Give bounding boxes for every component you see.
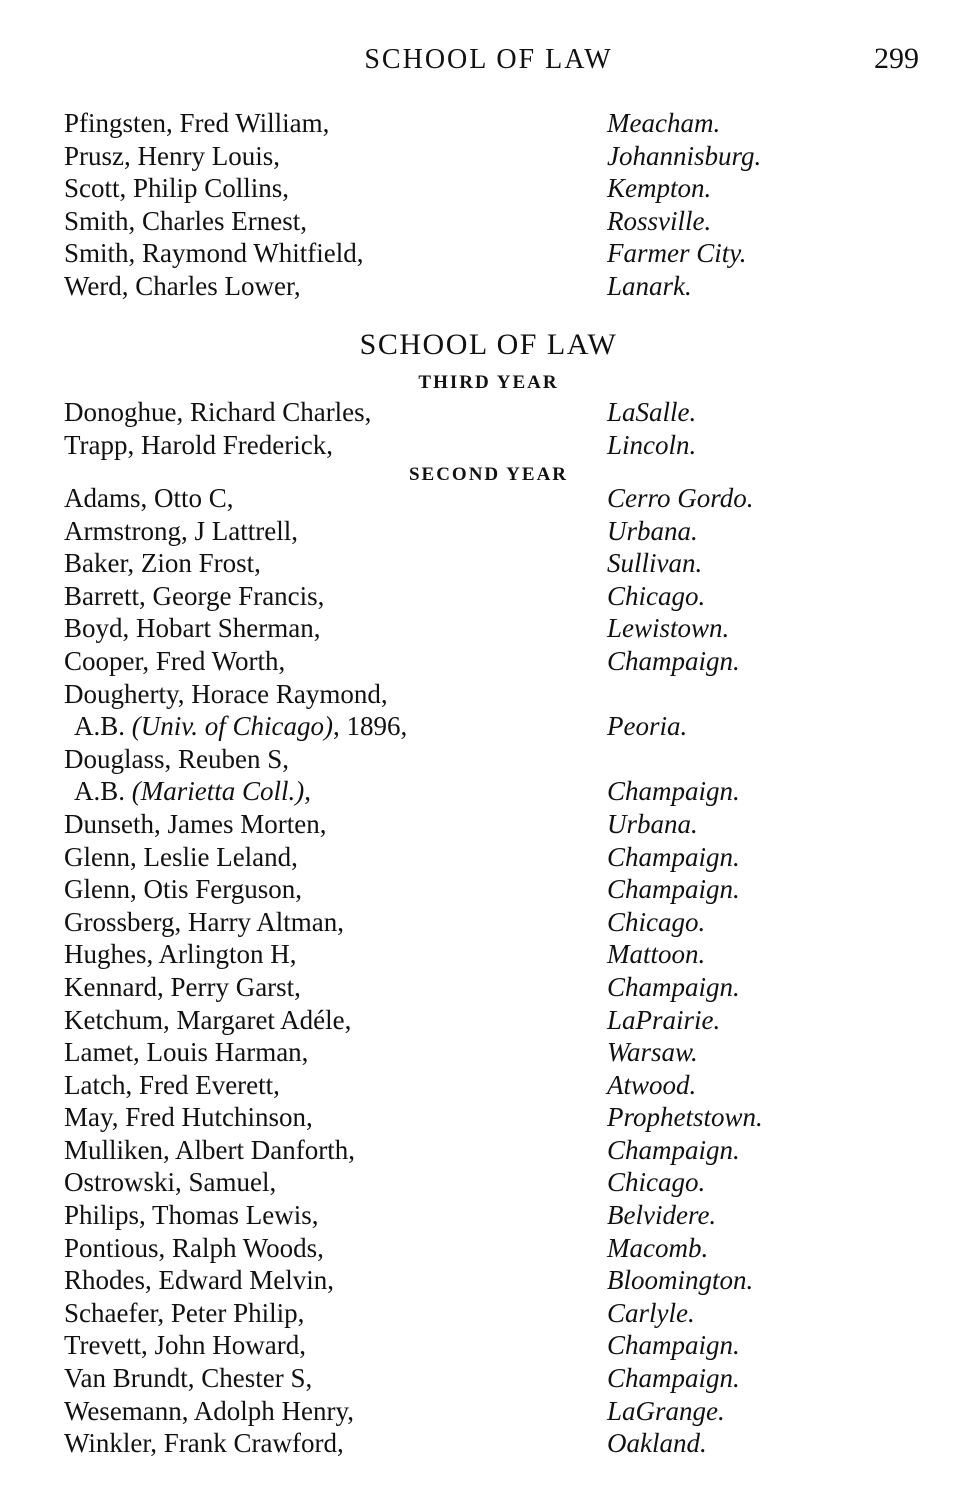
list-item bbox=[64, 841, 924, 874]
student-hometown: Champaign. bbox=[607, 841, 740, 872]
student-hometown: Lincoln. bbox=[607, 429, 697, 460]
list-item bbox=[64, 547, 924, 580]
student-hometown: Sullivan. bbox=[607, 548, 703, 579]
student-name: Glenn, Otis Ferguson, bbox=[64, 874, 303, 905]
student-name: Trapp, Harold Frederick, bbox=[64, 429, 333, 460]
list-item bbox=[64, 270, 924, 303]
student-hometown: Urbana. bbox=[607, 515, 698, 546]
student-name: Van Brundt, Chester S, bbox=[64, 1363, 313, 1394]
student-hometown: Cerro Gordo. bbox=[607, 483, 754, 513]
list-item bbox=[64, 775, 924, 808]
list-item bbox=[64, 938, 924, 971]
list-item bbox=[64, 1166, 924, 1199]
degree-school: (Univ. of Chicago) bbox=[131, 711, 333, 742]
student-hometown: Prophetstown. bbox=[607, 1102, 763, 1133]
student-hometown: LaPrairie. bbox=[607, 1004, 721, 1035]
list-item bbox=[64, 429, 924, 462]
student-name: Adams, Otto C, bbox=[64, 483, 234, 513]
student-hometown: Lewistown. bbox=[607, 613, 730, 644]
student-name: Kennard, Perry Garst, bbox=[64, 971, 301, 1002]
student-hometown: Chicago. bbox=[607, 580, 706, 611]
student-name: Prusz, Henry Louis, bbox=[64, 140, 280, 171]
student-name: Schaefer, Peter Philip, bbox=[64, 1297, 305, 1328]
degree-abbrev: A.B. bbox=[74, 711, 126, 742]
student-hometown: Peoria. bbox=[607, 711, 688, 742]
degree-school: (Marietta Coll.) bbox=[131, 776, 305, 807]
list-item bbox=[64, 515, 924, 548]
list-item bbox=[64, 107, 924, 140]
student-hometown: Lanark. bbox=[607, 270, 692, 301]
list-item bbox=[64, 1199, 924, 1232]
list-item bbox=[64, 1427, 924, 1460]
student-name: Rhodes, Edward Melvin, bbox=[64, 1265, 334, 1296]
third-year-list bbox=[64, 396, 924, 461]
student-hometown: Champaign. bbox=[607, 776, 740, 807]
student-name: Smith, Raymond Whitfield, bbox=[64, 238, 364, 269]
list-item bbox=[64, 1329, 924, 1362]
student-name: Wesemann, Adolph Henry, bbox=[64, 1395, 355, 1426]
list-item bbox=[64, 873, 924, 906]
student-hometown: Johannisburg. bbox=[607, 140, 762, 171]
student-hometown: Mattoon. bbox=[607, 939, 706, 970]
list-item bbox=[64, 1232, 924, 1265]
student-name: Hughes, Arlington H, bbox=[64, 939, 297, 970]
student-hometown: Champaign. bbox=[607, 874, 740, 905]
student-name: Ketchum, Margaret Adéle, bbox=[64, 1004, 352, 1035]
student-name: Dunseth, James Morten, bbox=[64, 808, 327, 839]
student-name: Armstrong, J Lattrell, bbox=[64, 515, 298, 546]
list-item bbox=[64, 1362, 924, 1395]
list-item bbox=[64, 612, 924, 645]
student-hometown: Urbana. bbox=[607, 808, 698, 839]
student-name: May, Fred Hutchinson, bbox=[64, 1102, 313, 1133]
student-name: Barrett, George Francis, bbox=[64, 580, 325, 611]
section-title: SCHOOL OF LAW bbox=[359, 328, 618, 361]
student-hometown: Farmer City. bbox=[607, 238, 747, 269]
list-item bbox=[64, 172, 924, 205]
student-hometown: Warsaw. bbox=[607, 1037, 698, 1068]
student-hometown: Chicago. bbox=[607, 906, 706, 937]
list-item bbox=[64, 1297, 924, 1330]
list-item bbox=[64, 710, 924, 743]
list-item bbox=[64, 1036, 924, 1069]
student-name: Cooper, Fred Worth, bbox=[64, 645, 286, 676]
list-item bbox=[64, 237, 924, 270]
list-item bbox=[64, 971, 924, 1004]
list-item bbox=[64, 396, 924, 429]
student-hometown: Bloomington. bbox=[607, 1265, 754, 1296]
list-item bbox=[64, 743, 924, 776]
student-name: Werd, Charles Lower, bbox=[64, 270, 301, 301]
second-year-heading: SECOND YEAR bbox=[408, 464, 569, 485]
list-item bbox=[64, 1004, 924, 1037]
list-item bbox=[64, 580, 924, 613]
student-hometown: Champaign. bbox=[607, 1330, 740, 1361]
previous-section-list bbox=[64, 107, 924, 303]
list-item bbox=[64, 645, 924, 678]
student-hometown: Meacham. bbox=[607, 108, 721, 138]
student-degree bbox=[74, 710, 407, 743]
degree-abbrev: A.B. bbox=[74, 776, 126, 807]
student-hometown: Macomb. bbox=[607, 1232, 709, 1263]
student-name: Douglass, Reuben S, bbox=[64, 743, 289, 774]
student-name: Winkler, Frank Crawford, bbox=[64, 1428, 344, 1459]
third-year-heading: THIRD YEAR bbox=[418, 372, 559, 393]
student-hometown: Carlyle. bbox=[607, 1297, 695, 1328]
student-name: Baker, Zion Frost, bbox=[64, 548, 261, 579]
student-hometown: Champaign. bbox=[607, 1363, 740, 1394]
student-name: Scott, Philip Collins, bbox=[64, 173, 290, 204]
student-hometown: Belvidere. bbox=[607, 1200, 717, 1231]
student-hometown: Oakland. bbox=[607, 1428, 707, 1459]
list-item bbox=[64, 205, 924, 238]
student-name: Philips, Thomas Lewis, bbox=[64, 1200, 319, 1231]
list-item bbox=[64, 678, 924, 711]
student-hometown: Champaign. bbox=[607, 971, 740, 1002]
student-name: Glenn, Leslie Leland, bbox=[64, 841, 298, 872]
student-degree bbox=[74, 775, 311, 808]
list-item bbox=[64, 808, 924, 841]
student-name: Smith, Charles Ernest, bbox=[64, 205, 307, 236]
student-hometown: LaGrange. bbox=[607, 1395, 725, 1426]
student-name: Latch, Fred Everett, bbox=[64, 1069, 280, 1100]
second-year-list bbox=[64, 482, 924, 1460]
student-hometown: Champaign. bbox=[607, 1134, 740, 1165]
student-name: Boyd, Hobart Sherman, bbox=[64, 613, 321, 644]
student-name: Donoghue, Richard Charles, bbox=[64, 397, 372, 427]
student-hometown: Atwood. bbox=[607, 1069, 697, 1100]
degree-year: , bbox=[304, 776, 311, 807]
list-item bbox=[64, 482, 924, 515]
student-name: Lamet, Louis Harman, bbox=[64, 1037, 309, 1068]
student-name: Pfingsten, Fred William, bbox=[64, 108, 330, 138]
list-item bbox=[64, 1134, 924, 1167]
running-head: SCHOOL OF LAW bbox=[364, 44, 613, 75]
student-hometown: Kempton. bbox=[607, 173, 712, 204]
student-hometown: Rossville. bbox=[607, 205, 712, 236]
list-item bbox=[64, 1395, 924, 1428]
student-name: Pontious, Ralph Woods, bbox=[64, 1232, 324, 1263]
student-name: Mulliken, Albert Danforth, bbox=[64, 1134, 355, 1165]
student-name: Grossberg, Harry Altman, bbox=[64, 906, 344, 937]
student-name: Dougherty, Horace Raymond, bbox=[64, 678, 388, 709]
student-hometown: Champaign. bbox=[607, 645, 740, 676]
list-item bbox=[64, 906, 924, 939]
student-name: Trevett, John Howard, bbox=[64, 1330, 306, 1361]
page-number: 299 bbox=[874, 42, 919, 75]
degree-year: , 1896, bbox=[332, 711, 408, 742]
list-item bbox=[64, 1264, 924, 1297]
list-item bbox=[64, 1069, 924, 1102]
list-item bbox=[64, 1101, 924, 1134]
student-hometown: Chicago. bbox=[607, 1167, 706, 1198]
list-item bbox=[64, 140, 924, 173]
student-name: Ostrowski, Samuel, bbox=[64, 1167, 277, 1198]
student-hometown: LaSalle. bbox=[607, 397, 697, 427]
